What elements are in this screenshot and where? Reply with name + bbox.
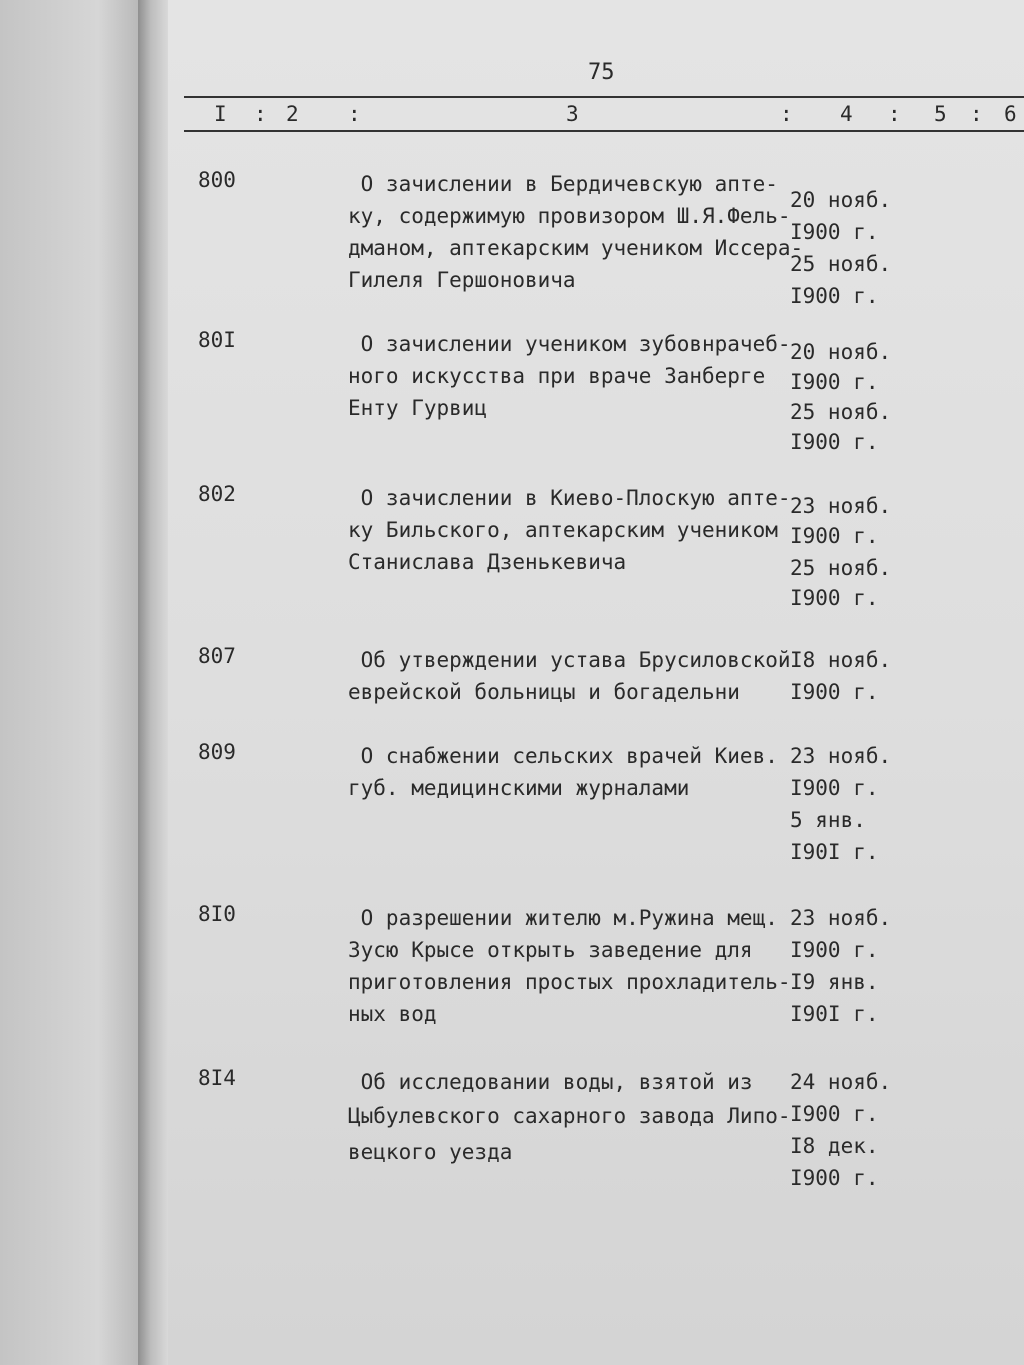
entry-text-line: Об исследовании воды, взятой из (348, 1070, 753, 1094)
entry-text-line: ного искусства при враче Занберге (348, 364, 766, 388)
column-header-4: 4 (840, 102, 853, 126)
entry-date-line: I900 г. (790, 1102, 879, 1126)
entry-text-line: приготовления простых прохладитель- (348, 970, 791, 994)
entry-text-line: Гилеля Гершоновича (348, 268, 576, 292)
entry-date-line: I900 г. (790, 220, 879, 244)
entry-text-line: ку, содержимую провизором Ш.Я.Фель- (348, 204, 791, 228)
column-header-1: I (214, 102, 227, 126)
entry-date-line: 23 нояб. (790, 494, 892, 518)
entry-date-line: I900 г. (790, 1166, 879, 1190)
entry-date-line: I90I г. (790, 1002, 879, 1026)
entry-text-line: дманом, аптекарским учеником Иссера- (348, 236, 804, 260)
entry-text-line: вецкого уезда (348, 1140, 513, 1164)
entry-date-line: 20 нояб. (790, 188, 892, 212)
entry-date-line: I900 г. (790, 370, 879, 394)
entry-number: 800 (198, 168, 236, 192)
entry-text-line: ных вод (348, 1002, 437, 1026)
entry-number: 8I4 (198, 1066, 236, 1090)
entry-text-line: Цыбулевского сахарного завода Липо- (348, 1104, 791, 1128)
page-number: 75 (588, 60, 615, 85)
entry-date-line: I8 нояб. (790, 648, 892, 672)
column-header-sep: : (780, 102, 793, 126)
entry-text-line: О зачислении в Киево-Плоскую апте- (348, 486, 791, 510)
document-page (168, 0, 1024, 1365)
entry-text-line: ку Бильского, аптекарским учеником (348, 518, 778, 542)
column-header-6: 6 (1004, 102, 1017, 126)
entry-date-line: I900 г. (790, 586, 879, 610)
entry-date-line: 25 нояб. (790, 252, 892, 276)
header-rule-bottom (184, 130, 1024, 132)
entry-text-line: Об утверждении устава Брусиловской (348, 648, 791, 672)
entry-text-line: еврейской больницы и богадельни (348, 680, 740, 704)
book-gutter (138, 0, 170, 1365)
entry-text-line: О зачислении учеником зубовнрачеб- (348, 332, 791, 356)
facing-page (0, 0, 140, 1365)
column-header-sep: : (970, 102, 983, 126)
entry-number: 80I (198, 328, 236, 352)
entry-number: 802 (198, 482, 236, 506)
entry-text-line: Станислава Дзенькевича (348, 550, 627, 574)
entry-date-line: 20 нояб. (790, 340, 892, 364)
entry-date-line: I900 г. (790, 938, 879, 962)
column-header-sep: : (348, 102, 361, 126)
entry-date-line: I900 г. (790, 776, 879, 800)
header-rule-top (184, 96, 1024, 98)
entry-date-line: I90I г. (790, 840, 879, 864)
column-header-sep: : (888, 102, 901, 126)
column-header-sep: : (254, 102, 267, 126)
entry-date-line: I900 г. (790, 680, 879, 704)
entry-number: 807 (198, 644, 236, 668)
entry-date-line: 24 нояб. (790, 1070, 892, 1094)
entry-date-line: I8 дек. (790, 1134, 879, 1158)
entry-date-line: I900 г. (790, 524, 879, 548)
entry-text-line: губ. медицинскими журналами (348, 776, 690, 800)
entry-text-line: О зачислении в Бердичевскую апте- (348, 172, 778, 196)
entry-text-line: О снабжении сельских врачей Киев. (348, 744, 778, 768)
entry-date-line: I900 г. (790, 284, 879, 308)
entry-text-line: Зусю Крысе открыть заведение для (348, 938, 753, 962)
entry-date-line: 25 нояб. (790, 400, 892, 424)
entry-text-line: О разрешении жителю м.Ружина мещ. (348, 906, 778, 930)
column-header-3: 3 (566, 102, 579, 126)
entry-date-line: 23 нояб. (790, 744, 892, 768)
entry-date-line: 25 нояб. (790, 556, 892, 580)
entry-date-line: 5 янв. (790, 808, 866, 832)
column-header-2: 2 (286, 102, 299, 126)
entry-date-line: I900 г. (790, 430, 879, 454)
entry-number: 809 (198, 740, 236, 764)
entry-number: 8I0 (198, 902, 236, 926)
entry-date-line: 23 нояб. (790, 906, 892, 930)
entry-text-line: Енту Гурвиц (348, 396, 488, 420)
column-header-5: 5 (934, 102, 947, 126)
entry-date-line: I9 янв. (790, 970, 879, 994)
